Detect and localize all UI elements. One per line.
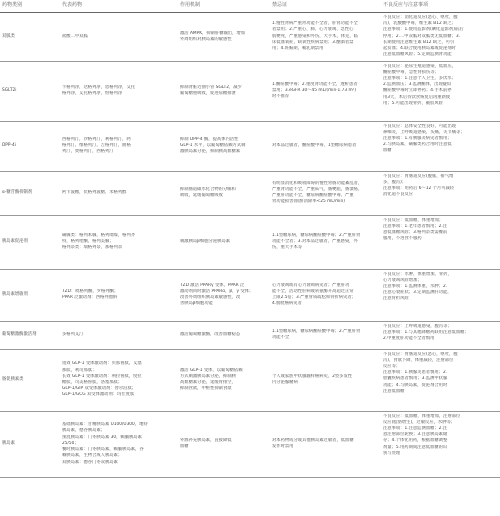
cell-text-line: 不良反应：胃肠道反应(恶心，呕吐，腹 bbox=[383, 351, 458, 357]
cell-category: DPP-4i bbox=[0, 121, 60, 171]
cell-text-line: 时不推荐 bbox=[272, 94, 290, 100]
cell-drugs bbox=[60, 13, 178, 62]
cell-text-line: 赖胰岛素，生物合成人胰岛素； bbox=[62, 453, 123, 459]
cell-text-line: 用；4.妊娠期，哺乳期禁用 bbox=[272, 46, 324, 52]
cell-text-line: 胆囊疾病患者慎用；3.监测甲状腺 bbox=[383, 376, 448, 382]
cell-text-line: 4.膀胱癌病史者 bbox=[272, 301, 302, 307]
cell-text-line: 床低血氧症，缺氧性疾病禁用；3.酗酒者禁 bbox=[272, 39, 354, 45]
cell-text-line: 酮症酸中毒时立即停药；4.手术前停 bbox=[383, 88, 452, 94]
cell-adverse bbox=[381, 411, 500, 477]
cell-text-line: 肾功能损害(肌酐清除率<25 mL/min) bbox=[272, 199, 345, 205]
cell-text-line: 抑制食欲，中枢性抑制食欲 bbox=[180, 386, 232, 392]
cell-text-line: 注意事项：1.胰腺炎患者慎用；2. bbox=[383, 370, 448, 376]
cell-contraindication bbox=[270, 121, 381, 171]
cell-text-line: 激动剂同时激活 PPARα，β，γ 受体； bbox=[180, 288, 254, 294]
header-mechanism: 作用机制 bbox=[178, 0, 270, 13]
cell-text-line: 注意事项：1.老年患者慎用；2.注 bbox=[383, 223, 448, 229]
cell-text-line: 不良反应：消化道反应(恶心、呕吐，腹 bbox=[383, 15, 458, 20]
cell-text-line: 1.酮症酸中毒；2.重度肾功能不全，透析患者 bbox=[272, 81, 358, 87]
cell-text-line: 个人或家族甲状腺髓样癌病史，2型多发性 bbox=[272, 373, 353, 379]
cell-text-line: 善胰岛β细胞功能 bbox=[180, 301, 213, 307]
cell-text-line: 改善外周组织胰岛素敏感性，改 bbox=[180, 295, 241, 301]
cell-text-line: 注意事项：1.注意个人卫生，多饮水； bbox=[383, 75, 456, 81]
header-drugs: 代表药物 bbox=[60, 0, 178, 13]
cell-adverse bbox=[381, 121, 500, 171]
cell-text-line: 25/50； bbox=[62, 440, 79, 446]
cell-category: 肠促胰素类 bbox=[0, 349, 60, 411]
table-row bbox=[0, 13, 500, 62]
cell-text-line: 功能不全者；3.对本品过敏者，严重感染，外 bbox=[272, 238, 358, 244]
header-adverse: 不良反应与注意事项 bbox=[381, 0, 500, 13]
cell-contraindication bbox=[270, 215, 381, 269]
cell-category: 葡萄糖激酶激活剂 bbox=[0, 321, 60, 349]
cell-text-line: TZD 激活 PPARγ 受体，PPAR 泛 bbox=[180, 282, 245, 288]
cell-text-line: 注意事项：1.监测体重，水肿；2. bbox=[383, 283, 448, 289]
cell-text-line: 不良反应：低血糖，体重增加； bbox=[383, 217, 444, 223]
cell-text-line: 起贫血；4.联合使用胰岛素或促泌剂时 bbox=[383, 46, 456, 52]
cell-text-line: 餐时胰岛素：门冬胰岛素，赖脯胰岛素，谷 bbox=[62, 447, 144, 453]
cell-text-line: 2.监测血压；3.监测酮体，出现疑似 bbox=[383, 82, 452, 88]
cell-text-line: 激活 GLP-1 受体，以葡萄糖依赖 bbox=[180, 367, 243, 373]
cell-text-line: 长期使用注意维生素 B12 缺乏，可引 bbox=[383, 39, 455, 45]
cell-mechanism bbox=[178, 121, 270, 171]
cell-text-line: 1.慢性肾病严重肾功能不全者，肝肾功能不全 bbox=[272, 21, 358, 27]
cell-text-line: 注意事项：用药后 6～12 个月可减轻 bbox=[383, 185, 455, 191]
cell-drugs bbox=[60, 215, 178, 269]
cell-text-line: 吸收，延缓葡萄糖吸收 bbox=[180, 193, 223, 199]
cell-drugs bbox=[60, 61, 178, 121]
cell-text-line: 阿卡波糖，伏格列波糖，米格列醇 bbox=[62, 189, 127, 195]
cell-drugs bbox=[60, 349, 178, 411]
cell-text-line: 高血糖素分泌，延缓胃排空， bbox=[180, 380, 236, 386]
cell-mechanism bbox=[178, 13, 270, 62]
cell-text-line: 特，格列喹酮，格列美脲； bbox=[62, 238, 114, 244]
cell-text-line: 内分泌腺瘤病 bbox=[272, 380, 298, 386]
cell-text-line: 注意低血糖 bbox=[383, 388, 405, 394]
cell-text-line: 能不全，活动性肝病或转氨酶升高超过正常 bbox=[272, 288, 354, 294]
cell-text-line: 2.中重度肝功能不全者慎用 bbox=[383, 335, 435, 341]
cell-text-line: 多，腹泻)； bbox=[383, 179, 407, 185]
cell-text-line: 伤，重大手术等 bbox=[272, 245, 303, 251]
cell-text-line: 泻)，乳酸酸中毒，维生素 B12 缺乏； bbox=[383, 21, 456, 27]
cell-text-line: 心力衰竭风险增加； bbox=[383, 277, 422, 283]
cell-text-line: 对本品过敏者，酮症酸中毒，1型糖尿病患者 bbox=[272, 142, 357, 148]
cell-text-line: 不良反应：总体安全性良好，可能出现 bbox=[383, 123, 457, 129]
cell-text-line: 对本药物成分或其他胰岛素过敏者，低血糖 bbox=[272, 437, 354, 443]
cell-text-line: 上限2.5倍；3.严重骨质疏松和骨折病史者； bbox=[272, 295, 356, 301]
cell-text-line: 格列汀，维格列汀，吉格列汀，曲格 bbox=[62, 142, 131, 148]
cell-text-line: GLP-1/GCG 双受体激动剂：玛仕度肽 bbox=[62, 392, 135, 398]
cell-mechanism bbox=[178, 269, 270, 321]
cell-text-line: 者禁用；2.严重心、肺、心力衰竭、急性心 bbox=[272, 27, 354, 33]
cell-text-line: 糖肽，司美格鲁肽，洛塞那肽； bbox=[62, 380, 123, 386]
cell-text-line: 鼻咽炎，上呼吸道感染，头痛，关节痛等； bbox=[383, 129, 465, 135]
cell-drugs bbox=[60, 171, 178, 215]
cell-text-line: 用3天，术后待饮食恢复后再重新使 bbox=[383, 94, 451, 100]
cell-category: 胰岛素促泌剂 bbox=[0, 215, 60, 269]
cell-contraindication bbox=[270, 171, 381, 215]
table-header-row bbox=[0, 0, 500, 13]
cell-text-line: 1.1型糖尿病，糖尿病酮症酸中毒；2.严重肝肾 bbox=[272, 328, 361, 334]
cell-text-line: 意低血糖风险；3.格列奈类需餐前 bbox=[383, 229, 448, 235]
cell-text-line: PPAR 泛激动剂：西格列他钠 bbox=[62, 295, 118, 301]
cell-text-line: 方式刺激胰岛素分泌，抑制胰 bbox=[180, 373, 236, 379]
table-row bbox=[0, 411, 500, 477]
cell-text-line: 心力衰竭或有心力衰竭病史者；严重肝功 bbox=[272, 282, 350, 288]
cell-text-line: 预混胰岛素：门冬胰岛素 30，赖脯胰岛素 bbox=[62, 434, 142, 440]
cell-text-line: 抑制 DPP-4 酶，提高体内活性 bbox=[180, 136, 239, 142]
cell-text-line: 功能；4.与胰岛素，促泌剂合用时 bbox=[383, 382, 448, 388]
table-row bbox=[0, 171, 500, 215]
table-body bbox=[0, 13, 500, 478]
cell-text-line: 服用，不进食不服药 bbox=[383, 236, 422, 242]
cell-mechanism bbox=[178, 61, 270, 121]
cell-mechanism bbox=[178, 411, 270, 477]
cell-category: 双胍类 bbox=[0, 13, 60, 62]
cell-contraindication bbox=[270, 321, 381, 349]
table-row bbox=[0, 269, 500, 321]
cell-adverse bbox=[381, 13, 500, 62]
cell-mechanism bbox=[178, 171, 270, 215]
cell-category: 胰岛素 bbox=[0, 411, 60, 477]
cell-text-line: 盐酸二甲双胍 bbox=[62, 33, 88, 39]
cell-text-line: 血糖 bbox=[180, 444, 189, 450]
cell-text-line: 不良反应：上呼吸道感染，腹泻等； bbox=[383, 323, 452, 329]
cell-text-line: 多格列艾汀 bbox=[62, 331, 84, 337]
cell-text-line: 意注射部位轮换；3.注意胰岛素储 bbox=[383, 432, 448, 438]
cell-text-line: 注意事项：1.有胰腺炎病史者慎用； bbox=[383, 135, 452, 141]
cell-contraindication bbox=[270, 13, 381, 62]
cell-text-line: 激胰岛素分泌，抑制胰高血糖素 bbox=[180, 149, 241, 155]
cell-text-line: 长效 GLP-1 受体激动剂：利拉鲁肽，度拉 bbox=[62, 373, 142, 379]
cell-text-line: 葡萄糖重吸收，促进尿糖排泄 bbox=[180, 91, 236, 97]
cell-category: α-糖苷酶抑制剂 bbox=[0, 171, 60, 215]
cell-drugs bbox=[60, 321, 178, 349]
cell-text-line: GLP-1/GIP 双受体激动剂：替尔泊肽； bbox=[62, 386, 137, 392]
cell-text-line: 外周组织对胰岛素的敏感性 bbox=[180, 36, 232, 42]
cell-drugs bbox=[60, 121, 178, 171]
cell-adverse bbox=[381, 215, 500, 269]
cell-category: 胰岛素增敏剂 bbox=[0, 269, 60, 321]
cell-text-line: 抑制肾脏近曲小管 SGLT2，减少 bbox=[180, 84, 242, 90]
table-row bbox=[0, 61, 500, 121]
cell-category: SGLT2i bbox=[0, 61, 60, 121]
cell-adverse bbox=[381, 61, 500, 121]
cell-adverse bbox=[381, 269, 500, 321]
cell-contraindication bbox=[270, 411, 381, 477]
cell-text-line: 西格列汀，沙格列汀，利格列汀，阿 bbox=[62, 136, 131, 142]
cell-text-line: 卡格列净，达格列净，恩格列净，艾托 bbox=[62, 84, 136, 90]
cell-text-line: 严重肾功能不全，严重疝气，肠梗阻，肠溃疡， bbox=[272, 186, 363, 192]
cell-text-line: 不良反应：泌尿生殖道感染，低血压， bbox=[383, 63, 457, 69]
cell-text-line: 外源补充胰岛素，直接降低 bbox=[180, 437, 232, 443]
cell-text-line: 磺脲类：格列本脲，格列吡嗪，格列齐 bbox=[62, 232, 136, 238]
cell-text-line: 激活葡萄糖激酶，改善血糖稳态 bbox=[180, 331, 241, 337]
cell-text-line: 格列净，艾托格列净，恒格列净 bbox=[62, 91, 123, 97]
cell-text-line: 用；5.可能出现骨折、截肢风险 bbox=[383, 100, 443, 106]
cell-adverse bbox=[381, 349, 500, 411]
cell-contraindication bbox=[270, 349, 381, 411]
cell-adverse bbox=[381, 321, 500, 349]
cell-mechanism bbox=[178, 215, 270, 269]
cell-text-line: 反应等； bbox=[383, 363, 401, 369]
cell-text-line: 激活 AMPK，抑制肝糖输出，增加 bbox=[180, 30, 245, 36]
cell-text-line: 注意事项：1.与其他降糖药联用注意低血糖； bbox=[383, 329, 469, 335]
header-category: 药物类别 bbox=[0, 0, 60, 13]
cell-text-line: 肌梗死，严重感染和外伤，大手术，休克，临 bbox=[272, 33, 358, 39]
cell-text-line: 反应(脂肪增生)，过敏反应，水肿等； bbox=[383, 419, 456, 425]
cell-text-line: 格列奈类：瑞格列奈，那格列奈 bbox=[62, 245, 123, 251]
cell-text-line: 发作时禁用 bbox=[272, 444, 294, 450]
header-contraindication: 禁忌证 bbox=[270, 0, 381, 13]
cell-text-line: 有明显消化和吸收障碍的慢性胃肠功能紊乱者， bbox=[272, 180, 363, 186]
table-row bbox=[0, 349, 500, 411]
cell-text-line: 不良反应：胃肠道反应(腹胀，排气增 bbox=[383, 173, 454, 179]
cell-text-line: 存；4.个体化用药，根据血糖调整 bbox=[383, 438, 448, 444]
cell-contraindication bbox=[270, 61, 381, 121]
cell-text-line: 泻)，食欲下降，体重减轻，注射部位 bbox=[383, 357, 454, 363]
cell-text-line: 胰岛素，德谷胰岛素； bbox=[62, 428, 105, 434]
cell-text-line: 严重肝功能不全，糖尿病酮症酸中毒，严重 bbox=[272, 193, 354, 199]
cell-text-line: 消化道不良反应 bbox=[383, 192, 414, 198]
cell-text-line: 禁用；3.eGFR 30～45 mL/(min·1.73 m²) bbox=[272, 87, 357, 93]
cell-text-line: 功能不全 bbox=[272, 335, 290, 341]
cell-text-line: 双胰岛素：德谷门冬双胰岛素 bbox=[62, 459, 118, 465]
cell-text-line: 注意低血糖风险；5.定期监测肾功能 bbox=[383, 52, 452, 58]
cell-text-line: 剂量；5.用药期间注意低血糖的识 bbox=[383, 444, 448, 450]
cell-text-line: 那肽，利司那肽； bbox=[62, 367, 97, 373]
cell-text-line: 注意事项：1.注意监测血糖；2.注 bbox=[383, 425, 448, 431]
cell-text-line: 注意心衰症状；3.定期监测肝功能， bbox=[383, 290, 452, 296]
cell-text-line: 注意骨折风险 bbox=[383, 296, 409, 302]
cell-adverse bbox=[381, 171, 500, 215]
cell-text-line: 不良反应：低血糖，体重增加，注射部位 bbox=[383, 413, 461, 419]
cell-contraindication bbox=[270, 269, 381, 321]
table-row bbox=[0, 121, 500, 171]
cell-text-line: 注意事项：1.使用造影剂(碘化造影剂)前后 bbox=[383, 27, 464, 33]
cell-text-line: GLP-1 水平，以葡萄糖依赖方式刺 bbox=[180, 142, 246, 148]
cell-text-line: 酮症酸中毒，急性肾损伤等； bbox=[383, 69, 439, 75]
cell-text-line: 1.1型糖尿病，糖尿病酮症酸中毒；2.严重肝肾 bbox=[272, 232, 361, 238]
table-row bbox=[0, 215, 500, 269]
cell-text-line: 刺激胰岛β细胞分泌胰岛素 bbox=[180, 238, 231, 244]
table-row bbox=[0, 321, 500, 349]
cell-drugs bbox=[60, 411, 178, 477]
cell-text-line: 2.与胰岛素，磺脲类药合用时注意低 bbox=[383, 142, 452, 148]
cell-drugs bbox=[60, 269, 178, 321]
cell-text-line: TZD：吡格列酮，罗格列酮； bbox=[62, 288, 119, 294]
cell-text-line: 不良反应：水肿，体重增加，骨折， bbox=[383, 271, 452, 277]
cell-mechanism bbox=[178, 321, 270, 349]
cell-text-line: 停用；2.二甲双胍对双胍类无低血糖；3. bbox=[383, 33, 460, 39]
cell-text-line: 基础胰岛素：甘精胰岛素 U100/U300，地特 bbox=[62, 422, 148, 428]
cell-text-line: 抑制肠道碳水化合物的分解和 bbox=[180, 186, 236, 192]
cell-text-line: 血糖 bbox=[383, 148, 392, 154]
cell-mechanism bbox=[178, 349, 270, 411]
cell-text-line: 短效 GLP-1 受体激动剂：贝那鲁肽，艾塞 bbox=[62, 361, 142, 367]
cell-text-line: 别与处理 bbox=[383, 450, 401, 456]
cell-text-line: 列汀，奥格列汀，西格列汀 bbox=[62, 149, 114, 155]
